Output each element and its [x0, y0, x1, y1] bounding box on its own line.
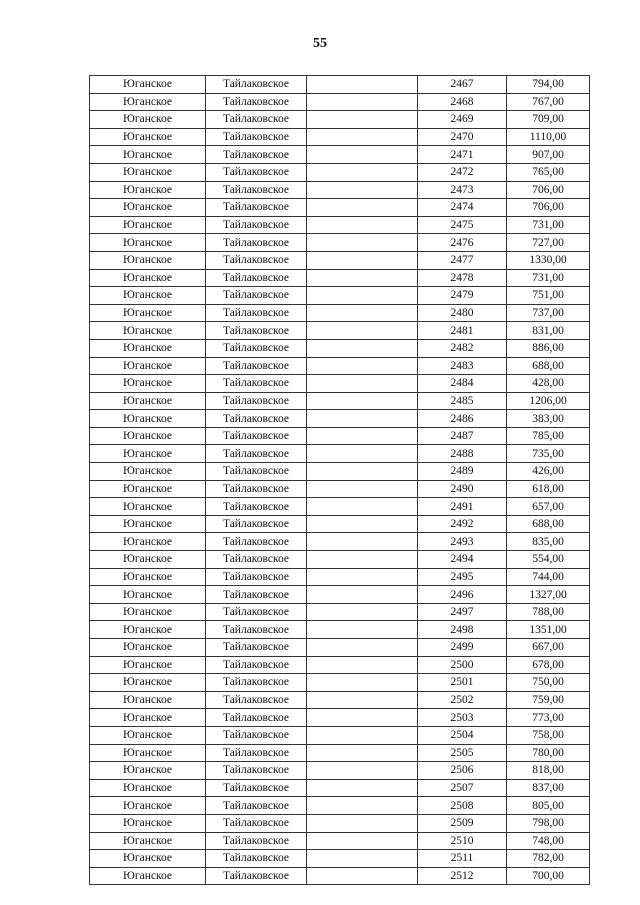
value-cell: 678,00: [507, 656, 590, 674]
field-cell: Юганское: [90, 762, 206, 780]
table-row: [90, 762, 590, 780]
well-number-cell: 2496: [418, 586, 507, 604]
empty-cell: [307, 287, 418, 305]
pad-cell: Тайлаковское: [206, 568, 307, 586]
pad-cell: Тайлаковское: [206, 128, 307, 146]
table-row: [90, 551, 590, 569]
empty-cell: [307, 674, 418, 692]
table-row: [90, 199, 590, 217]
table-row: [90, 779, 590, 797]
value-cell: 667,00: [507, 639, 590, 657]
field-cell: Юганское: [90, 726, 206, 744]
value-cell: 1351,00: [507, 621, 590, 639]
table-row: [90, 480, 590, 498]
value-cell: 731,00: [507, 269, 590, 287]
pad-cell: Тайлаковское: [206, 199, 307, 217]
field-cell: Юганское: [90, 445, 206, 463]
field-cell: Юганское: [90, 621, 206, 639]
empty-cell: [307, 93, 418, 111]
empty-cell: [307, 814, 418, 832]
field-cell: Юганское: [90, 779, 206, 797]
empty-cell: [307, 357, 418, 375]
well-number-cell: 2480: [418, 304, 507, 322]
pad-cell: Тайлаковское: [206, 779, 307, 797]
value-cell: 1330,00: [507, 251, 590, 269]
value-cell: 383,00: [507, 410, 590, 428]
well-number-cell: 2492: [418, 515, 507, 533]
empty-cell: [307, 445, 418, 463]
well-number-cell: 2494: [418, 551, 507, 569]
field-cell: Юганское: [90, 304, 206, 322]
empty-cell: [307, 726, 418, 744]
empty-cell: [307, 639, 418, 657]
pad-cell: Тайлаковское: [206, 709, 307, 727]
empty-cell: [307, 656, 418, 674]
pad-cell: Тайлаковское: [206, 621, 307, 639]
well-number-cell: 2478: [418, 269, 507, 287]
field-cell: Юганское: [90, 269, 206, 287]
table-row: [90, 322, 590, 340]
table-row: [90, 287, 590, 305]
empty-cell: [307, 551, 418, 569]
pad-cell: Тайлаковское: [206, 832, 307, 850]
value-cell: 700,00: [507, 867, 590, 885]
pad-cell: Тайлаковское: [206, 269, 307, 287]
pad-cell: Тайлаковское: [206, 656, 307, 674]
table-row: [90, 709, 590, 727]
table-row: [90, 445, 590, 463]
value-cell: 805,00: [507, 797, 590, 815]
field-cell: Юганское: [90, 181, 206, 199]
pad-cell: Тайлаковское: [206, 867, 307, 885]
value-cell: 428,00: [507, 375, 590, 393]
empty-cell: [307, 867, 418, 885]
table-row: [90, 586, 590, 604]
value-cell: 907,00: [507, 146, 590, 164]
table-row: [90, 339, 590, 357]
well-number-cell: 2473: [418, 181, 507, 199]
empty-cell: [307, 832, 418, 850]
value-cell: 1110,00: [507, 128, 590, 146]
table-row: [90, 146, 590, 164]
empty-cell: [307, 603, 418, 621]
well-number-cell: 2510: [418, 832, 507, 850]
empty-cell: [307, 410, 418, 428]
value-cell: 831,00: [507, 322, 590, 340]
value-cell: 709,00: [507, 111, 590, 129]
pad-cell: Тайлаковское: [206, 744, 307, 762]
empty-cell: [307, 111, 418, 129]
well-number-cell: 2490: [418, 480, 507, 498]
field-cell: Юганское: [90, 357, 206, 375]
well-number-cell: 2479: [418, 287, 507, 305]
pad-cell: Тайлаковское: [206, 392, 307, 410]
empty-cell: [307, 463, 418, 481]
pad-cell: Тайлаковское: [206, 322, 307, 340]
well-number-cell: 2500: [418, 656, 507, 674]
empty-cell: [307, 128, 418, 146]
pad-cell: Тайлаковское: [206, 111, 307, 129]
well-number-cell: 2475: [418, 216, 507, 234]
pad-cell: Тайлаковское: [206, 674, 307, 692]
field-cell: Юганское: [90, 199, 206, 217]
table-row: [90, 603, 590, 621]
well-number-cell: 2493: [418, 533, 507, 551]
table-row: [90, 850, 590, 868]
table-row: [90, 392, 590, 410]
table-row: [90, 515, 590, 533]
pad-cell: Тайлаковское: [206, 76, 307, 94]
value-cell: 618,00: [507, 480, 590, 498]
pad-cell: Тайлаковское: [206, 304, 307, 322]
table-body: [90, 76, 590, 885]
value-cell: 657,00: [507, 498, 590, 516]
pad-cell: Тайлаковское: [206, 586, 307, 604]
empty-cell: [307, 339, 418, 357]
empty-cell: [307, 392, 418, 410]
empty-cell: [307, 691, 418, 709]
value-cell: 688,00: [507, 515, 590, 533]
empty-cell: [307, 427, 418, 445]
well-number-cell: 2491: [418, 498, 507, 516]
table-row: [90, 427, 590, 445]
field-cell: Юганское: [90, 832, 206, 850]
field-cell: Юганское: [90, 568, 206, 586]
well-number-cell: 2498: [418, 621, 507, 639]
empty-cell: [307, 322, 418, 340]
field-cell: Юганское: [90, 128, 206, 146]
well-number-cell: 2484: [418, 375, 507, 393]
empty-cell: [307, 375, 418, 393]
value-cell: 1327,00: [507, 586, 590, 604]
well-number-cell: 2507: [418, 779, 507, 797]
well-number-cell: 2512: [418, 867, 507, 885]
value-cell: 706,00: [507, 181, 590, 199]
pad-cell: Тайлаковское: [206, 814, 307, 832]
field-cell: Юганское: [90, 234, 206, 252]
pad-cell: Тайлаковское: [206, 146, 307, 164]
field-cell: Юганское: [90, 691, 206, 709]
value-cell: 554,00: [507, 551, 590, 569]
well-number-cell: 2483: [418, 357, 507, 375]
empty-cell: [307, 269, 418, 287]
table-row: [90, 463, 590, 481]
value-cell: 737,00: [507, 304, 590, 322]
empty-cell: [307, 797, 418, 815]
table-row: [90, 111, 590, 129]
value-cell: 748,00: [507, 832, 590, 850]
well-number-cell: 2501: [418, 674, 507, 692]
field-cell: Юганское: [90, 639, 206, 657]
table-row: [90, 832, 590, 850]
field-cell: Юганское: [90, 163, 206, 181]
field-cell: Юганское: [90, 603, 206, 621]
value-cell: 794,00: [507, 76, 590, 94]
well-number-cell: 2488: [418, 445, 507, 463]
page-number: 55: [313, 36, 327, 51]
table-row: [90, 726, 590, 744]
well-number-cell: 2506: [418, 762, 507, 780]
pad-cell: Тайлаковское: [206, 163, 307, 181]
table-row: [90, 744, 590, 762]
pad-cell: Тайлаковское: [206, 339, 307, 357]
empty-cell: [307, 515, 418, 533]
well-number-cell: 2509: [418, 814, 507, 832]
value-cell: 758,00: [507, 726, 590, 744]
value-cell: 886,00: [507, 339, 590, 357]
well-number-cell: 2482: [418, 339, 507, 357]
value-cell: 780,00: [507, 744, 590, 762]
well-number-cell: 2497: [418, 603, 507, 621]
field-cell: Юганское: [90, 251, 206, 269]
empty-cell: [307, 850, 418, 868]
table-row: [90, 656, 590, 674]
field-cell: Юганское: [90, 480, 206, 498]
empty-cell: [307, 779, 418, 797]
field-cell: Юганское: [90, 814, 206, 832]
field-cell: Юганское: [90, 586, 206, 604]
empty-cell: [307, 498, 418, 516]
table-row: [90, 674, 590, 692]
well-number-cell: 2485: [418, 392, 507, 410]
pad-cell: Тайлаковское: [206, 797, 307, 815]
table-row: [90, 797, 590, 815]
well-number-cell: 2469: [418, 111, 507, 129]
pad-cell: Тайлаковское: [206, 375, 307, 393]
value-cell: 785,00: [507, 427, 590, 445]
empty-cell: [307, 146, 418, 164]
value-cell: 735,00: [507, 445, 590, 463]
field-cell: Юганское: [90, 339, 206, 357]
empty-cell: [307, 533, 418, 551]
pad-cell: Тайлаковское: [206, 410, 307, 428]
field-cell: Юганское: [90, 498, 206, 516]
value-cell: 1206,00: [507, 392, 590, 410]
field-cell: Юганское: [90, 744, 206, 762]
value-cell: 744,00: [507, 568, 590, 586]
value-cell: 706,00: [507, 199, 590, 217]
well-number-cell: 2481: [418, 322, 507, 340]
field-cell: Юганское: [90, 146, 206, 164]
table-row: [90, 269, 590, 287]
field-cell: Юганское: [90, 709, 206, 727]
value-cell: 750,00: [507, 674, 590, 692]
table-row: [90, 691, 590, 709]
empty-cell: [307, 709, 418, 727]
value-cell: 765,00: [507, 163, 590, 181]
pad-cell: Тайлаковское: [206, 639, 307, 657]
table-row: [90, 410, 590, 428]
well-number-cell: 2470: [418, 128, 507, 146]
field-cell: Юганское: [90, 656, 206, 674]
value-cell: 798,00: [507, 814, 590, 832]
table-row: [90, 498, 590, 516]
well-number-cell: 2474: [418, 199, 507, 217]
table-row: [90, 639, 590, 657]
empty-cell: [307, 568, 418, 586]
value-cell: 835,00: [507, 533, 590, 551]
field-cell: Юганское: [90, 533, 206, 551]
well-number-cell: 2487: [418, 427, 507, 445]
well-number-cell: 2503: [418, 709, 507, 727]
pad-cell: Тайлаковское: [206, 762, 307, 780]
empty-cell: [307, 586, 418, 604]
well-number-cell: 2472: [418, 163, 507, 181]
value-cell: 688,00: [507, 357, 590, 375]
empty-cell: [307, 251, 418, 269]
empty-cell: [307, 199, 418, 217]
well-number-cell: 2486: [418, 410, 507, 428]
pad-cell: Тайлаковское: [206, 603, 307, 621]
pad-cell: Тайлаковское: [206, 691, 307, 709]
table-row: [90, 357, 590, 375]
value-cell: 773,00: [507, 709, 590, 727]
value-cell: 837,00: [507, 779, 590, 797]
pad-cell: Тайлаковское: [206, 216, 307, 234]
field-cell: Юганское: [90, 515, 206, 533]
pad-cell: Тайлаковское: [206, 251, 307, 269]
table-row: [90, 621, 590, 639]
table-row: [90, 867, 590, 885]
table-row: [90, 533, 590, 551]
well-number-cell: 2471: [418, 146, 507, 164]
pad-cell: Тайлаковское: [206, 287, 307, 305]
well-number-cell: 2502: [418, 691, 507, 709]
field-cell: Юганское: [90, 322, 206, 340]
empty-cell: [307, 234, 418, 252]
table-row: [90, 568, 590, 586]
table-row: [90, 216, 590, 234]
pad-cell: Тайлаковское: [206, 726, 307, 744]
well-number-cell: 2508: [418, 797, 507, 815]
value-cell: 751,00: [507, 287, 590, 305]
field-cell: Юганское: [90, 551, 206, 569]
well-number-cell: 2495: [418, 568, 507, 586]
pad-cell: Тайлаковское: [206, 850, 307, 868]
field-cell: Юганское: [90, 850, 206, 868]
pad-cell: Тайлаковское: [206, 427, 307, 445]
empty-cell: [307, 216, 418, 234]
table-row: [90, 93, 590, 111]
table-row: [90, 251, 590, 269]
table-row: [90, 375, 590, 393]
pad-cell: Тайлаковское: [206, 498, 307, 516]
field-cell: Юганское: [90, 867, 206, 885]
empty-cell: [307, 480, 418, 498]
empty-cell: [307, 181, 418, 199]
well-number-cell: 2511: [418, 850, 507, 868]
field-cell: Юганское: [90, 76, 206, 94]
table-row: [90, 76, 590, 94]
well-number-cell: 2505: [418, 744, 507, 762]
value-cell: 731,00: [507, 216, 590, 234]
field-cell: Юганское: [90, 410, 206, 428]
table-row: [90, 304, 590, 322]
well-number-cell: 2477: [418, 251, 507, 269]
pad-cell: Тайлаковское: [206, 551, 307, 569]
empty-cell: [307, 163, 418, 181]
field-cell: Юганское: [90, 392, 206, 410]
pad-cell: Тайлаковское: [206, 93, 307, 111]
empty-cell: [307, 621, 418, 639]
pad-cell: Тайлаковское: [206, 357, 307, 375]
value-cell: 759,00: [507, 691, 590, 709]
well-data-table: [89, 75, 590, 885]
pad-cell: Тайлаковское: [206, 463, 307, 481]
table-row: [90, 128, 590, 146]
empty-cell: [307, 762, 418, 780]
field-cell: Юганское: [90, 463, 206, 481]
well-number-cell: 2489: [418, 463, 507, 481]
table-row: [90, 234, 590, 252]
field-cell: Юганское: [90, 427, 206, 445]
pad-cell: Тайлаковское: [206, 533, 307, 551]
field-cell: Юганское: [90, 375, 206, 393]
value-cell: 818,00: [507, 762, 590, 780]
field-cell: Юганское: [90, 111, 206, 129]
field-cell: Юганское: [90, 93, 206, 111]
pad-cell: Тайлаковское: [206, 181, 307, 199]
well-number-cell: 2499: [418, 639, 507, 657]
field-cell: Юганское: [90, 797, 206, 815]
well-number-cell: 2504: [418, 726, 507, 744]
pad-cell: Тайлаковское: [206, 515, 307, 533]
value-cell: 788,00: [507, 603, 590, 621]
field-cell: Юганское: [90, 216, 206, 234]
field-cell: Юганское: [90, 287, 206, 305]
value-cell: 767,00: [507, 93, 590, 111]
pad-cell: Тайлаковское: [206, 480, 307, 498]
value-cell: 727,00: [507, 234, 590, 252]
empty-cell: [307, 744, 418, 762]
table-row: [90, 181, 590, 199]
empty-cell: [307, 76, 418, 94]
empty-cell: [307, 304, 418, 322]
field-cell: Юганское: [90, 674, 206, 692]
well-number-cell: 2467: [418, 76, 507, 94]
pad-cell: Тайлаковское: [206, 234, 307, 252]
table-row: [90, 814, 590, 832]
table-row: [90, 163, 590, 181]
value-cell: 426,00: [507, 463, 590, 481]
value-cell: 782,00: [507, 850, 590, 868]
pad-cell: Тайлаковское: [206, 445, 307, 463]
well-number-cell: 2476: [418, 234, 507, 252]
well-number-cell: 2468: [418, 93, 507, 111]
